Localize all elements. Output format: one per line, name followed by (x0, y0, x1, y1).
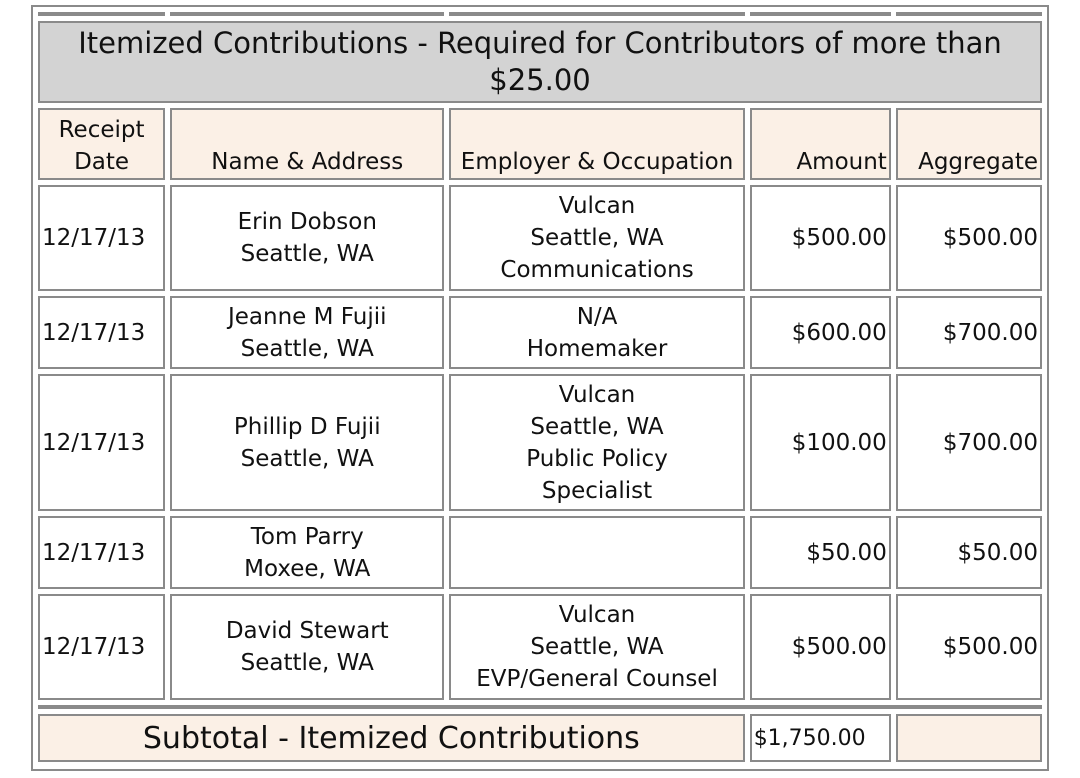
table-row (38, 374, 1042, 511)
receipt-date-cell: 12/17/13 (38, 296, 165, 369)
employer-line: Public Policy (526, 445, 668, 472)
employer-line: Seattle, WA (530, 225, 664, 251)
receipt-date-cell: 12/17/13 (38, 594, 165, 700)
header-row (38, 108, 1042, 180)
name-address-cell (170, 374, 444, 511)
amount-cell: $600.00 (750, 296, 891, 369)
table-row (38, 185, 1042, 291)
subtotal-row (38, 714, 1042, 762)
receipt-date-cell: 12/17/13 (38, 374, 165, 511)
aggregate-cell: $50.00 (896, 516, 1042, 589)
divider-cell (38, 705, 1042, 709)
col-header-employer-occupation: Employer & Occupation (449, 108, 744, 180)
contributor-address: Seattle, WA (240, 650, 374, 676)
employer-line: Specialist (541, 477, 653, 504)
subtotal-amount: $1,750.00 (750, 714, 891, 762)
employer-line: Seattle, WA (530, 413, 664, 440)
divider-row (38, 705, 1042, 709)
employer-line: Communications (500, 257, 694, 283)
table-row (38, 594, 1042, 700)
employer-line: Vulcan (558, 381, 636, 408)
amount-cell: $100.00 (750, 374, 891, 511)
contributor-name: David Stewart (225, 618, 389, 644)
col-header-receipt-date: Receipt Date (38, 108, 165, 180)
employer-occupation-cell (449, 185, 744, 291)
name-address-cell (170, 296, 444, 369)
name-address-cell (170, 185, 444, 291)
contributor-address: Seattle, WA (240, 241, 374, 267)
contributor-address: Seattle, WA (240, 335, 374, 362)
spacer-cell (750, 12, 891, 16)
contributor-name: Erin Dobson (237, 209, 377, 235)
contributor-name: Tom Parry (250, 523, 364, 550)
contributor-name: Phillip D Fujii (233, 413, 381, 440)
col-header-aggregate: Aggregate (896, 108, 1042, 180)
employer-line: N/A (576, 303, 618, 330)
receipt-date-cell: 12/17/13 (38, 516, 165, 589)
section-title: Itemized Contributions - Required for Contributors of more than $25.00 (38, 21, 1042, 103)
employer-line: Homemaker (526, 335, 668, 362)
receipt-date-cell: 12/17/13 (38, 185, 165, 291)
name-address-cell (170, 516, 444, 589)
table-row (38, 296, 1042, 369)
aggregate-cell: $500.00 (896, 185, 1042, 291)
spacer-cell (896, 12, 1042, 16)
spacer-cell (170, 12, 444, 16)
amount-cell: $500.00 (750, 594, 891, 700)
subtotal-label: Subtotal - Itemized Contributions (38, 714, 745, 762)
col-header-name-address: Name & Address (170, 108, 444, 180)
table-row (38, 516, 1042, 589)
employer-occupation-cell (449, 594, 744, 700)
contributor-address: Seattle, WA (240, 445, 374, 472)
employer-line: Seattle, WA (530, 634, 664, 660)
aggregate-cell: $700.00 (896, 296, 1042, 369)
spacer-cell (449, 12, 744, 16)
amount-cell: $500.00 (750, 185, 891, 291)
employer-occupation-cell (449, 296, 744, 369)
itemized-contributions-report (31, 5, 1049, 771)
name-address-cell (170, 594, 444, 700)
aggregate-cell: $500.00 (896, 594, 1042, 700)
subtotal-aggregate (896, 714, 1042, 762)
col-header-amount: Amount (750, 108, 891, 180)
employer-occupation-cell (449, 516, 744, 589)
spacer-cell (38, 12, 165, 16)
title-row (38, 21, 1042, 103)
employer-occupation-cell (449, 374, 744, 511)
employer-line: Vulcan (558, 193, 636, 219)
contributor-name: Jeanne M Fujii (227, 303, 387, 330)
employer-line: Vulcan (558, 602, 636, 628)
employer-line: EVP/General Counsel (476, 666, 718, 692)
contributor-address: Moxee, WA (244, 555, 371, 582)
amount-cell: $50.00 (750, 516, 891, 589)
itemized-contributions-table (33, 7, 1047, 767)
aggregate-cell: $700.00 (896, 374, 1042, 511)
top-spacer-row (38, 12, 1042, 16)
